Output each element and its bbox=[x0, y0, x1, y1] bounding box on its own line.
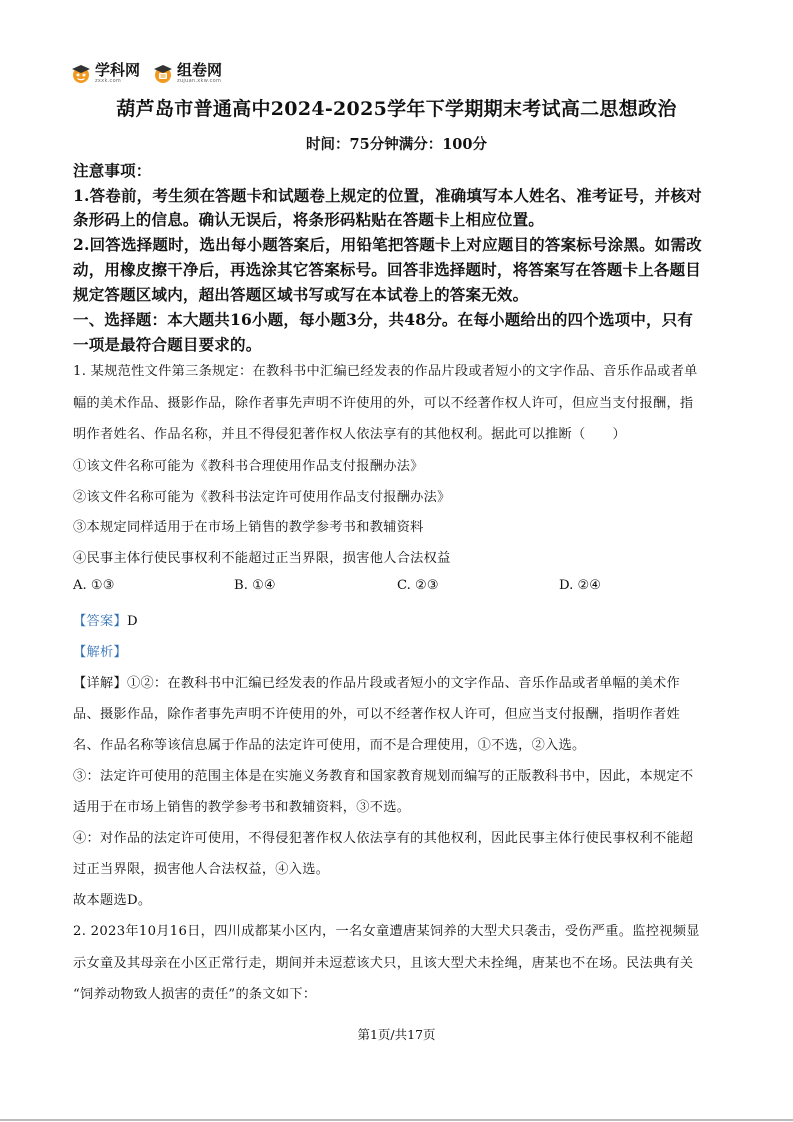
page-footer: 第1页/共17页 bbox=[357, 1027, 436, 1042]
answer-tag: 【答案】 bbox=[73, 614, 127, 629]
q1-stem-line-3: 明作者姓名、作品名称，并且不得侵犯著作权人依法享有的其他权利。据此可以推断（ ） bbox=[73, 427, 626, 442]
bottom-divider bbox=[0, 1119, 793, 1121]
zujuan-logo bbox=[152, 62, 222, 84]
section-heading-line-1: 一、选择题：本大题共16小题，每小题3分，共48分。在每小题给出的四个选项中，只有 bbox=[73, 310, 694, 329]
q1-option-b: B. ①④ bbox=[234, 578, 276, 593]
q1-detail-line-6: ④：对作品的法定许可使用，不得侵犯著作权人依法享有的其他权利，因此民事主体行使民事权利不能超 bbox=[73, 831, 694, 846]
q1-detail-line-5: 适用于在市场上销售的教学参考书和教辅资料，③不选。 bbox=[73, 800, 411, 815]
note-2-line-3: 规定答题区域内，超出答题区域书写或写在本试卷上的答案无效。 bbox=[73, 285, 529, 304]
exam-subtitle: 时间：75分钟满分：100分 bbox=[306, 136, 487, 153]
q1-detail-line-4: ③：法定许可使用的范围主体是在实施义务教育和国家教育规划而编写的正版教科书中，因此，本规定不 bbox=[73, 769, 694, 784]
note-2-line-1: 2.回答选择题时，选出每小题答案后，用铅笔把答题卡上对应题目的答案标号涂黑。如需改 bbox=[73, 235, 702, 254]
q1-statement-1: ①该文件名称可能为《教科书合理使用作品支付报酬办法》 bbox=[73, 459, 424, 474]
q1-option-d: D. ②④ bbox=[559, 578, 602, 593]
q1-detail-line-2: 品、摄影作品，除作者事先声明不许使用的外，可以不经著作权人许可，但应当支付报酬，指明作者姓 bbox=[73, 707, 680, 722]
q1-conclusion: 故本题选D。 bbox=[73, 893, 152, 908]
xueke-logo-text: 学科网 bbox=[95, 60, 141, 79]
zujuan-logo-text: 组卷网 bbox=[177, 60, 223, 79]
q1-statement-4: ④民事主体行使民事权利不能超过正当界限，损害他人合法权益 bbox=[73, 551, 451, 566]
analysis-tag: 【解析】 bbox=[73, 645, 127, 660]
xueke-logo bbox=[70, 62, 140, 84]
q1-stem-line-1: 1. 某规范性文件第三条规定：在教科书中汇编已经发表的作品片段或者短小的文字作品、音乐作品或者单 bbox=[73, 364, 698, 379]
header-logos bbox=[70, 58, 222, 88]
detail-text-1: ①②：在教科书中汇编已经发表的作品片段或者短小的文字作品、音乐作品或者单幅的美术作 bbox=[126, 676, 680, 691]
answer-value: D bbox=[126, 614, 138, 629]
q1-stem-line-2: 幅的美术作品、摄影作品，除作者事先声明不许使用的外，可以不经著作权人许可，但应当支付报酬，指 bbox=[73, 396, 694, 411]
note-1-line-1: 1.答卷前，考生须在答题卡和试题卷上规定的位置，准确填写本人姓名、准考证号，并核对 bbox=[73, 186, 702, 205]
q1-statement-2: ②该文件名称可能为《教科书法定许可使用作品支付报酬办法》 bbox=[73, 490, 451, 505]
xueke-logo-icon bbox=[70, 62, 92, 84]
exam-title: 葫芦岛市普通高中2024-2025学年下学期期末考试高二思想政治 bbox=[116, 98, 677, 120]
q2-stem-line-1: 2. 2023年10月16日，四川成都某小区内，一名女童遭唐某饲养的大型犬只袭击，受伤严重。监控视频显 bbox=[73, 924, 700, 939]
q1-detail-line-1 bbox=[73, 672, 680, 691]
notes-heading: 注意事项： bbox=[73, 161, 152, 180]
note-1-line-2: 条形码上的信息。确认无误后，将条形码粘贴在答题卡上相应位置。 bbox=[73, 210, 545, 229]
q1-answer bbox=[73, 610, 138, 629]
zujuan-logo-icon bbox=[152, 62, 174, 84]
zujuan-logo-sub: zujuan.xkw.com bbox=[177, 77, 222, 84]
q1-option-a: A. ①③ bbox=[73, 578, 115, 593]
section-heading-line-2: 一项是最符合题目要求的。 bbox=[73, 335, 262, 354]
xueke-logo-sub: zxxk.com bbox=[95, 77, 122, 84]
note-2-line-2: 动，用橡皮擦干净后，再选涂其它答案标号。回答非选择题时，将答案写在答题卡上各题目 bbox=[73, 260, 702, 279]
q1-detail-line-7: 过正当界限，损害他人合法权益，④入选。 bbox=[73, 862, 330, 877]
q1-statement-3: ③本规定同样适用于在市场上销售的教学参考书和教辅资料 bbox=[73, 520, 424, 535]
q1-detail-line-3: 名、作品名称等该信息属于作品的法定许可使用，而不是合理使用，①不选，②入选。 bbox=[73, 738, 586, 753]
detail-tag: 【详解】 bbox=[73, 676, 127, 691]
q2-stem-line-2: 示女童及其母亲在小区正常行走，期间并未逗惹该犬只，且该大型犬未拴绳，唐某也不在场。民法典有关 bbox=[73, 956, 694, 971]
q2-stem-line-3: “饲养动物致人损害的责任”的条文如下： bbox=[73, 987, 317, 1002]
q1-option-c: C. ②③ bbox=[397, 578, 439, 593]
